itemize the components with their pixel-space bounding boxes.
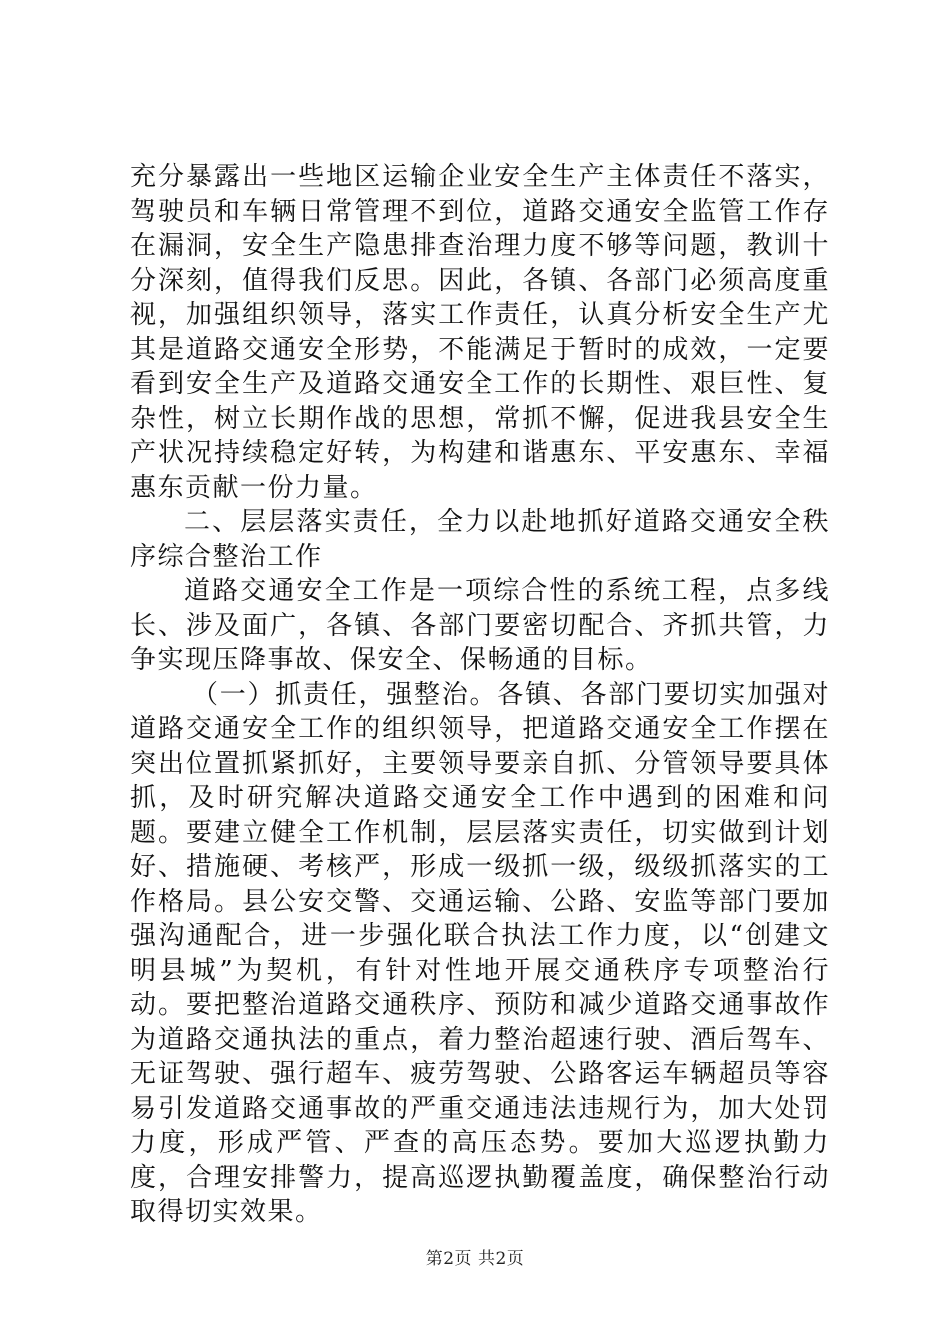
paragraph-subsection-one: （一）抓责任，强整治。各镇、各部门要切实加强对道路交通安全工作的组织领导，把道路交通安全工作摆在突出位置抓紧抓好，主要领导要亲自抓、分管领导要具体抓，及时研究解决道路交通安全工作中遇到的困难和问题。要建立健全工作机制，层层落实责任，切实做到计划好、措施硬、考核严，形成一级抓一级，级级抓落实的工作格局。县公安交警、交通运输、公路、安监等部门要加强沟通配合，进一步强化联合执法工作力度，以“创建文明县城”为契机，有针对性地开展交通秩序专项整治行动。要把整治道路交通秩序、预防和减少道路交通事故作为道路交通执法的重点，着力整治超速行驶、酒后驾车、无证驾驶、强行超车、疲劳驾驶、公路客运车辆超员等容易引发道路交通事故的严重交通违法违规行为，加大处罚力度，形成严管、严查的高压态势。要加大巡逻执勤力度，合理安排警力，提高巡逻执勤覆盖度，确保整治行动取得切实效果。: [130, 679, 830, 1227]
paragraph-intro: 道路交通安全工作是一项综合性的系统工程，点多线长、涉及面广，各镇、各部门要密切配合、齐抓共管，力争实现压降事故、保安全、保畅通的目标。: [130, 576, 830, 675]
section-heading: 二、层层落实责任，全力以赴地抓好道路交通安全秩序综合整治工作: [130, 507, 830, 572]
page-number-footer: 第2页 共2页: [425, 1249, 525, 1269]
paragraph-continuation: 充分暴露出一些地区运输企业安全生产主体责任不落实，驾驶员和车辆日常管理不到位，道路交通安全监管工作存在漏洞，安全生产隐患排查治理力度不够等问题，教训十分深刻，值得我们反思。因此，各镇、各部门必须高度重视，加强组织领导，落实工作责任，认真分析安全生产尤其是道路交通安全形势，不能满足于暂时的成效，一定要看到安全生产及道路交通安全工作的长期性、艰巨性、复杂性，树立长期作战的思想，常抓不懈，促进我县安全生产状况持续稳定好转，为构建和谐惠东、平安惠东、幸福惠东贡献一份力量。: [130, 162, 830, 503]
document-body: [130, 160, 830, 1230]
